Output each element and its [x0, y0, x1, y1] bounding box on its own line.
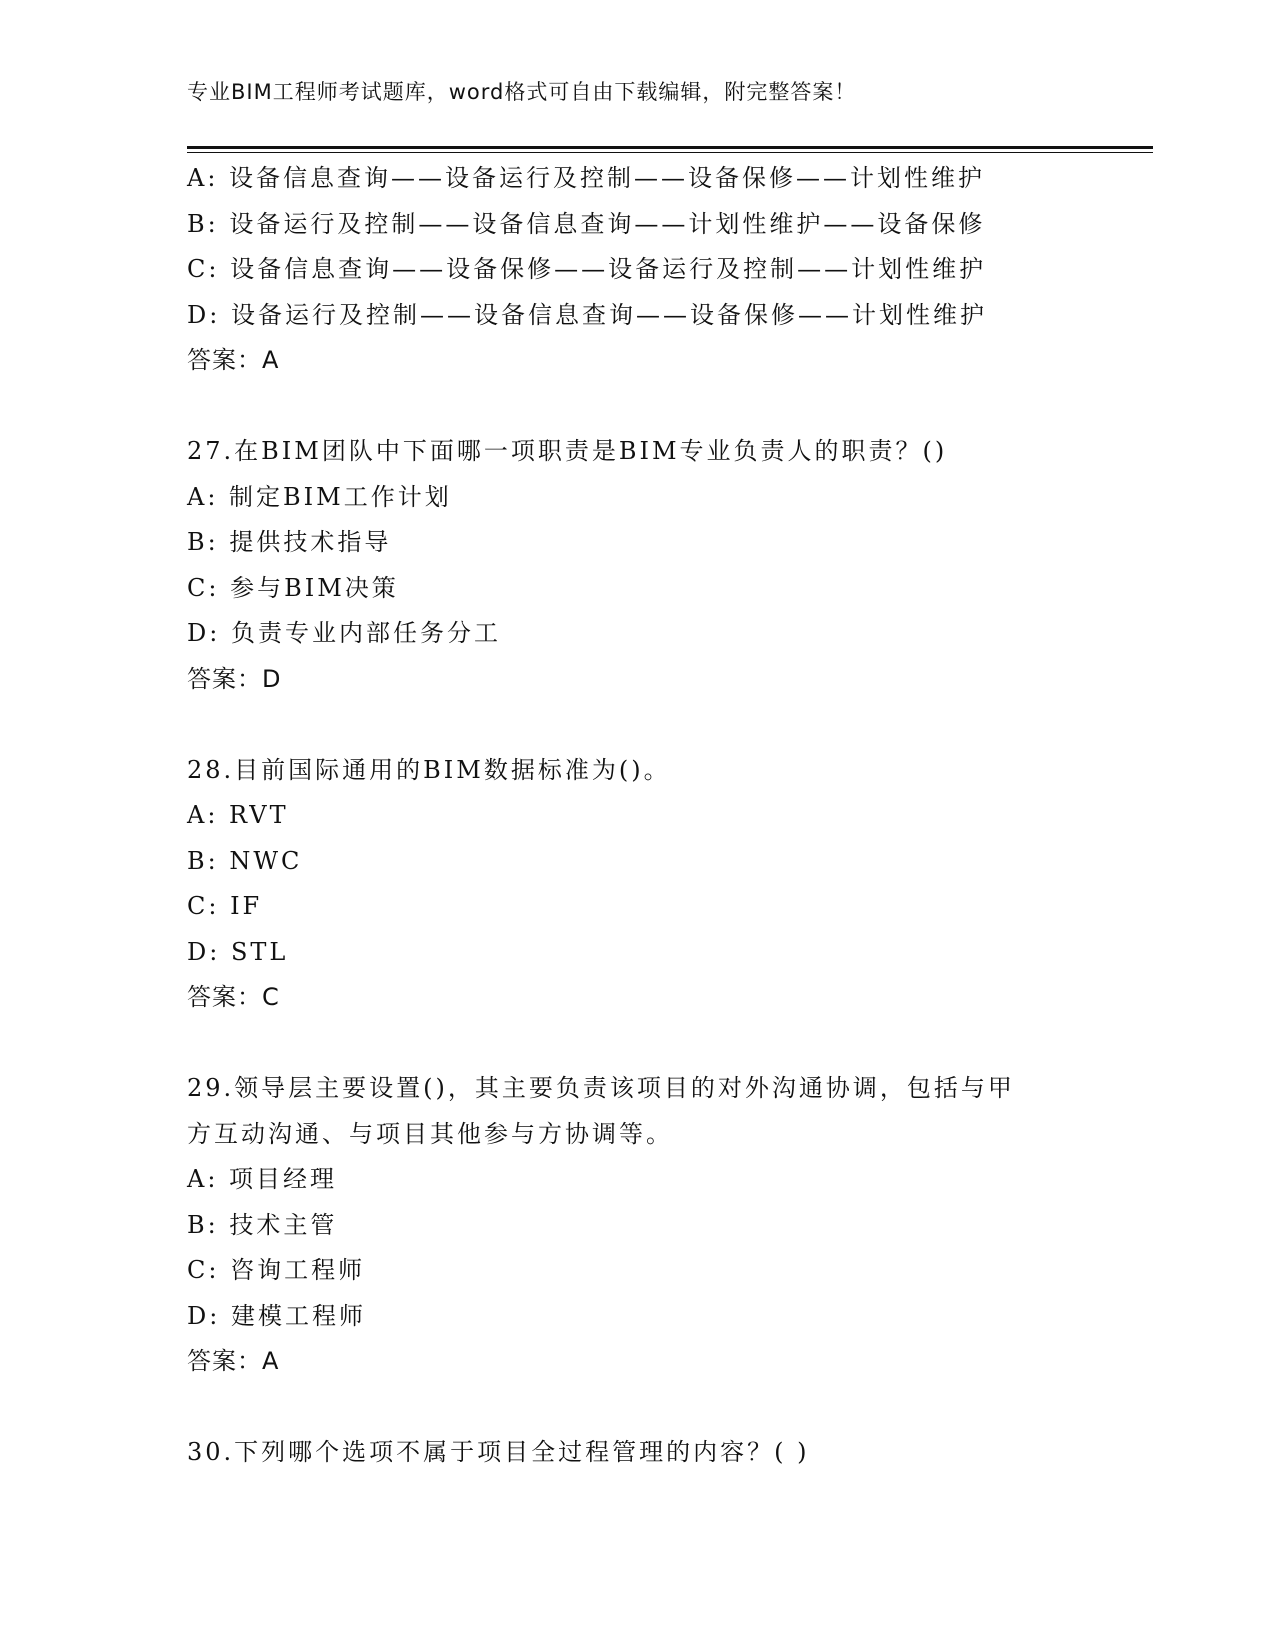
option-a: A: 项目经理 [187, 1165, 338, 1193]
header-rule-thick [187, 146, 1153, 149]
prev-question [187, 156, 1087, 384]
spacer [187, 1021, 1087, 1067]
option-d: D: STL [187, 937, 289, 966]
header-rule-thin [187, 152, 1153, 153]
spacer [187, 702, 1087, 748]
option-b: B: NWC [187, 846, 303, 875]
option-d: D: 建模工程师 [187, 1301, 366, 1330]
question-27 [187, 429, 1087, 702]
option-a: A: 设备信息查询——设备运行及控制——设备保修——计划性维护 [187, 164, 986, 192]
question-stem: 30.下列哪个选项不属于项目全过程管理的内容？( ) [187, 1438, 810, 1466]
option-b: B: 设备运行及控制——设备信息查询——计划性维护——设备保修 [187, 209, 986, 238]
option-d: D: 设备运行及控制——设备信息查询——设备保修——计划性维护 [187, 300, 987, 329]
option-c: C: 设备信息查询——设备保修——设备运行及控制——计划性维护 [187, 255, 987, 283]
answer: 答案：A [187, 346, 280, 374]
answer: 答案：A [187, 1347, 280, 1375]
question-29 [187, 1066, 1087, 1385]
question-stem-line-2: 方互动沟通、与项目其他参与方协调等。 [187, 1119, 673, 1148]
question-stem-line-1: 29.领导层主要设置()，其主要负责该项目的对外沟通协调，包括与甲 [187, 1074, 1015, 1102]
option-c: C: IF [187, 892, 263, 920]
spacer [187, 1385, 1087, 1431]
option-d: D: 负责专业内部任务分工 [187, 619, 501, 647]
option-b: B: 提供技术指导 [187, 528, 392, 556]
option-b: B: 技术主管 [187, 1210, 338, 1239]
question-list [187, 156, 1087, 1476]
option-a: A: RVT [187, 801, 289, 829]
answer: 答案：D [187, 664, 282, 693]
header-note: 专业BIM工程师考试题库，word格式可自由下载编辑，附完整答案！ [187, 80, 857, 104]
option-c: C: 咨询工程师 [187, 1256, 366, 1284]
answer: 答案：C [187, 983, 280, 1011]
question-30 [187, 1430, 1087, 1476]
option-c: C: 参与BIM决策 [187, 573, 399, 602]
question-stem: 27.在BIM团队中下面哪一项职责是BIM专业负责人的职责？() [187, 437, 948, 465]
question-stem: 28.目前国际通用的BIM数据标准为()。 [187, 755, 671, 784]
question-28 [187, 748, 1087, 1021]
spacer [187, 384, 1087, 430]
option-a: A: 制定BIM工作计划 [187, 482, 452, 511]
